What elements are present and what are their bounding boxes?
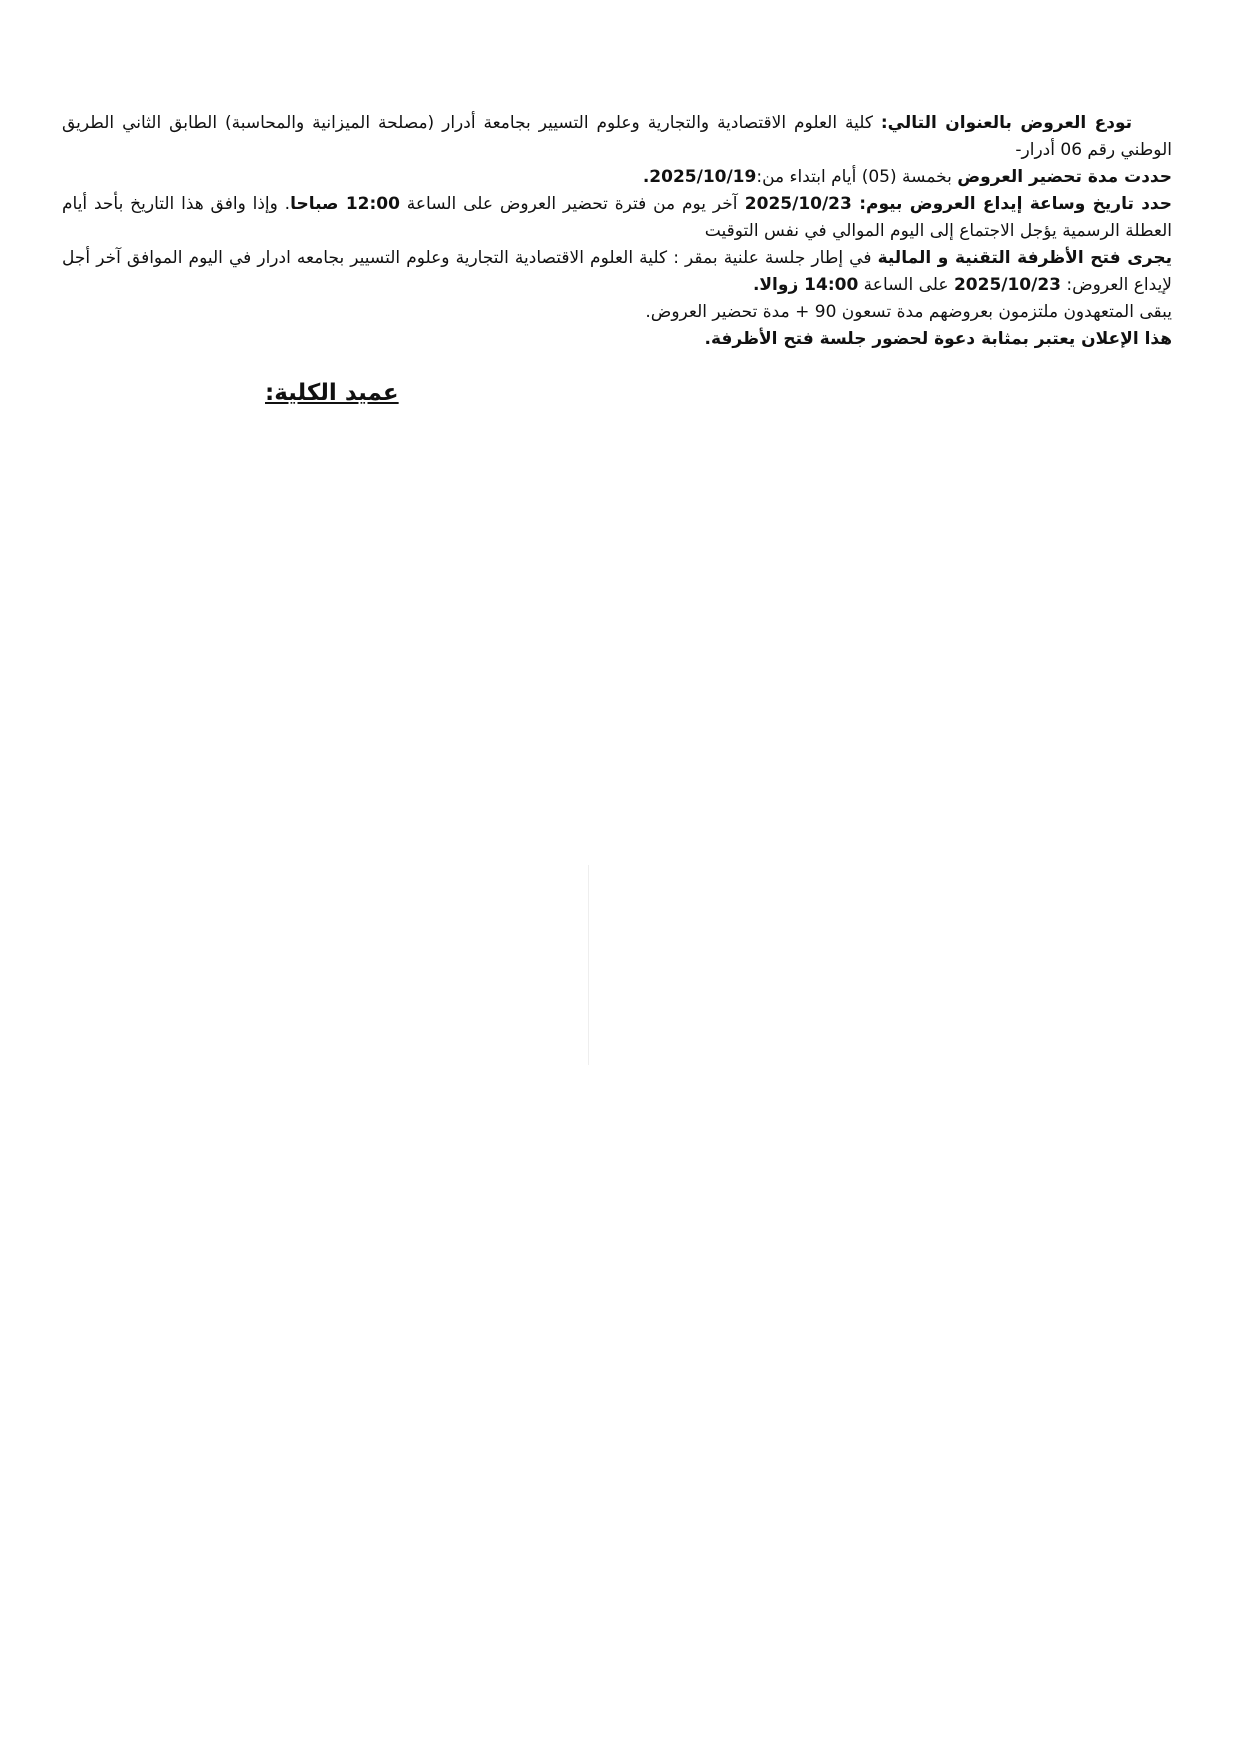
opening-session-time: 14:00 زوالا. [752,275,859,295]
paragraph-opening-session [62,245,1172,299]
opening-session-text: في إطار جلسة علنية بمقر : كلية العلوم الاقتصادية التجارية وعلوم التسيير بجامعه ادرار في اليوم الموافق آخر أجل لإيداع العروض: [62,248,1172,295]
opening-session-time-text: على الساعة [858,275,954,295]
paragraph-submission-address [62,110,1172,164]
scan-fold-line [588,865,589,1065]
deposit-holiday-note: . وإذا وافق هذا التاريخ بأحد أيام العطلة الرسمية يؤجل الاجتماع إلى اليوم الموالي في نفس التوقيت [62,194,1172,241]
deposit-deadline-date: 2025/10/23 [737,194,860,214]
preparation-period-label: حددت مدة تحضير العروض [957,167,1172,187]
deposit-deadline-text: آخر يوم من فترة تحضير العروض على الساعة [399,194,738,214]
commitment-text: يبقى المتعهدون ملتزمون بعروضهم مدة تسعون 90 + مدة تحضير العروض. [645,302,1172,322]
paragraph-preparation-period [62,164,1172,191]
deposit-deadline-label: حدد تاريخ وساعة إيداع العروض بيوم: [859,194,1172,214]
invitation-text: هذا الإعلان يعتبر بمثابة دعوة لحضور جلسة فتح الأظرفة. [704,329,1172,349]
opening-session-date: 2025/10/23 [953,275,1061,295]
preparation-start-date: 2025/10/19. [642,167,757,187]
submission-address-text: كلية العلوم الاقتصادية والتجارية وعلوم التسيير بجامعة أدرار (مصلحة الميزانية والمحاسبة) الطابق الثاني الطريق الوطني رقم 06 أدرار- [62,113,1172,160]
paragraph-deposit-deadline [62,191,1172,245]
dean-signature-label: عميد الكلية: [265,380,399,406]
announcement-body [62,110,1172,353]
submission-address-label: تودع العروض بالعنوان التالي: [880,113,1132,133]
opening-session-label: يجرى فتح الأظرفة التقنية و المالية [877,248,1172,268]
preparation-period-text: بخمسة (05) أيام ابتداء من: [756,167,958,187]
paragraph-commitment [62,299,1172,326]
paragraph-invitation [62,326,1172,353]
deposit-deadline-time: 12:00 صباحا [290,194,400,214]
